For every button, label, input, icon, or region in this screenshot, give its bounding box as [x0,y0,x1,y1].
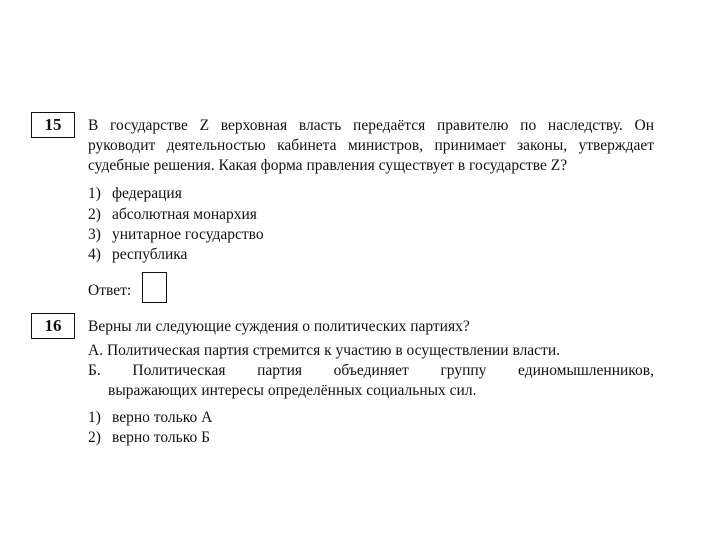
question-15-text-line-1: В государстве Z верховная власть передаётся правителю по наследству. Он [88,117,654,134]
option-text: верно только А [112,409,213,426]
question-15-option-4 [88,245,187,265]
answer-box[interactable] [142,272,167,303]
question-15-option-3 [88,225,264,245]
option-number: 2) [88,206,101,223]
option-text: федерация [112,185,182,202]
option-number: 3) [88,226,101,243]
option-text: абсолютная монархия [112,206,257,223]
answer-label: Ответ: [88,282,132,299]
question-15-option-2 [88,205,257,225]
question-15-option-1 [88,184,182,204]
statement-b-line-1: Б. Политическая партия объединяет группу единомышленников, [88,362,654,379]
option-number: 4) [88,246,101,263]
question-16-text: Верны ли следующие суждения о политических партиях? [88,318,470,335]
question-16-option-2 [88,428,210,448]
option-text: республика [112,246,188,263]
statement-a: А. Политическая партия стремится к участию в осуществлении власти. [88,342,561,359]
statement-b-line-2: выражающих интересы определённых социальных сил. [108,382,477,399]
question-16-number: 16 [31,313,75,339]
option-number: 1) [88,185,101,202]
option-text: унитарное государство [112,226,264,243]
option-number: 1) [88,409,101,426]
option-number: 2) [88,429,101,446]
option-text: верно только Б [112,429,210,446]
question-16-option-1 [88,408,212,428]
question-15-text-line-3: судебные решения. Какая форма правления существует в государстве Z? [88,157,568,174]
question-15-text-line-2: руководит деятельностью кабинета министров, принимает законы, утверждает [88,137,654,154]
question-15-number: 15 [31,112,75,138]
